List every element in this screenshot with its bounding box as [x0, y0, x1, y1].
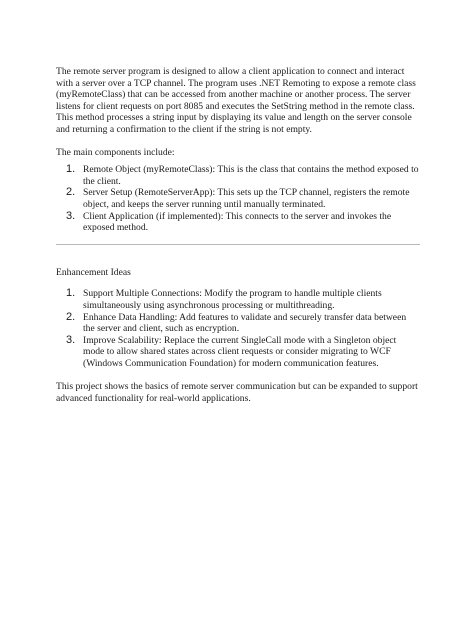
- intro-paragraph: The remote server program is designed to allow a client application to connect and interact with a server over a TCP channel. The program uses .NET Remoting to expose a remote class (myRemoteClass) that can be accessed from another machine or another process. The server listens for client requests on port 8085 and executes the SetString method in the remote class. This method processes a string input by displaying its value and length on the server console and returning a confirmation to the client if the string is not empty.: [56, 66, 416, 135]
- list-item: [56, 288, 420, 311]
- enhancements-list: [56, 288, 420, 369]
- document-page: [56, 66, 420, 405]
- enhancement-title: Enhancement Ideas: [56, 266, 131, 278]
- list-item-text: Support Multiple Connections: Modify the program to handle multiple clients simultaneously using asynchronous processing or multithreading.: [83, 288, 382, 311]
- list-item: [56, 211, 420, 234]
- list-item-number: 3.: [66, 333, 76, 346]
- list-item-text: Improve Scalability: Replace the current SingleCall mode with a Singleton object mode to allow shared states across client requests or consider migrating to WCF (Windows Communication Foundation) for modern communication features.: [83, 334, 397, 369]
- closing-paragraph: This project shows the basics of remote server communication but can be expanded to support advanced functionality for real-world applications.: [56, 381, 418, 405]
- list-item-number: 2.: [66, 186, 76, 199]
- list-item-number: 3.: [66, 209, 76, 222]
- components-heading: The main components include:: [56, 146, 175, 158]
- list-item: [56, 312, 420, 335]
- list-item: [56, 164, 420, 187]
- components-list: [56, 164, 420, 234]
- list-item: [56, 335, 420, 370]
- list-item-text: Enhance Data Handling: Add features to validate and securely transfer data between the server and client, such as encryption.: [83, 311, 407, 335]
- list-item: [56, 187, 420, 210]
- horizontal-divider: [56, 244, 420, 245]
- list-item-text: Remote Object (myRemoteClass): This is the class that contains the method exposed to the client.: [83, 164, 419, 187]
- list-item-number: 1.: [66, 163, 76, 176]
- list-item-number: 2.: [66, 310, 76, 323]
- list-item-number: 1.: [66, 287, 76, 300]
- list-item-text: Client Application (if implemented): This connects to the server and invokes the exposed method.: [83, 210, 392, 234]
- list-item-text: Server Setup (RemoteServerApp): This sets up the TCP channel, registers the remote object, and keeps the server running until manually terminated.: [83, 187, 410, 210]
